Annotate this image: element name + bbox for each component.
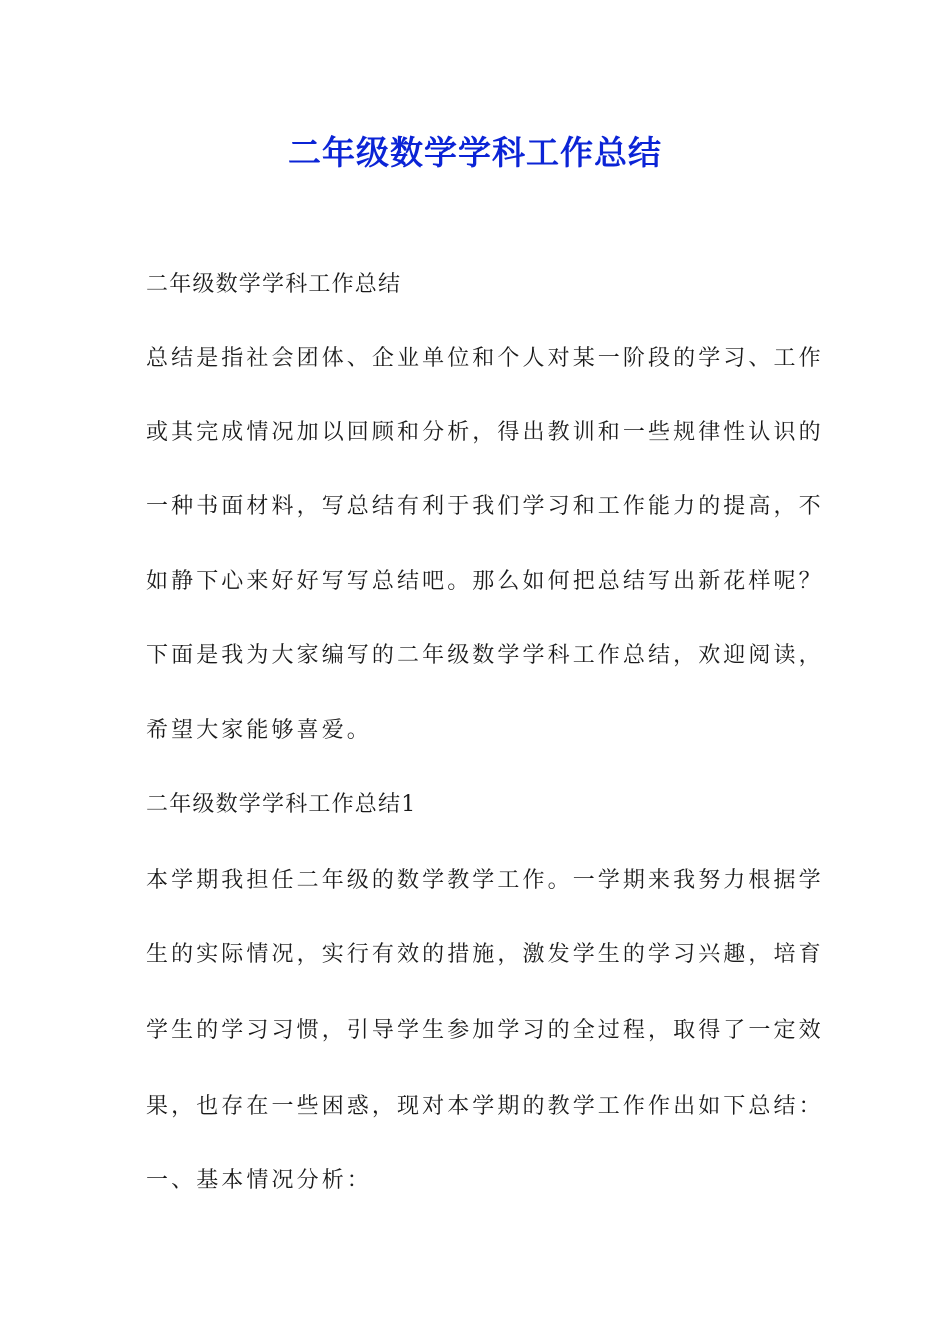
section-heading: 二年级数学学科工作总结1 (146, 792, 417, 817)
paragraph-line: 生的实际情况，实行有效的措施，激发学生的学习兴趣，培育 (146, 942, 824, 967)
paragraph-line: 本学期我担任二年级的数学教学工作。一学期来我努力根据学 (146, 868, 824, 893)
document-title: 二年级数学学科工作总结 (288, 133, 662, 172)
paragraph-line: 总结是指社会团体、企业单位和个人对某一阶段的学习、工作 (146, 346, 824, 371)
paragraph-line: 希望大家能够喜爱。 (146, 718, 372, 743)
paragraph-line: 一种书面材料，写总结有利于我们学习和工作能力的提高，不 (146, 494, 824, 519)
paragraph-line: 如静下心来好好写写总结吧。那么如何把总结写出新花样呢？ (146, 569, 824, 594)
paragraph-line: 果，也存在一些困惑，现对本学期的教学工作作出如下总结： (146, 1094, 824, 1119)
subtitle-line: 二年级数学学科工作总结 (146, 272, 402, 297)
section-heading: 一、基本情况分析： (146, 1168, 372, 1193)
paragraph-line: 学生的学习习惯，引导学生参加学习的全过程，取得了一定效 (146, 1018, 824, 1043)
paragraph-line: 或其完成情况加以回顾和分析，得出教训和一些规律性认识的 (146, 420, 824, 445)
paragraph-line: 下面是我为大家编写的二年级数学学科工作总结，欢迎阅读， (146, 643, 824, 668)
